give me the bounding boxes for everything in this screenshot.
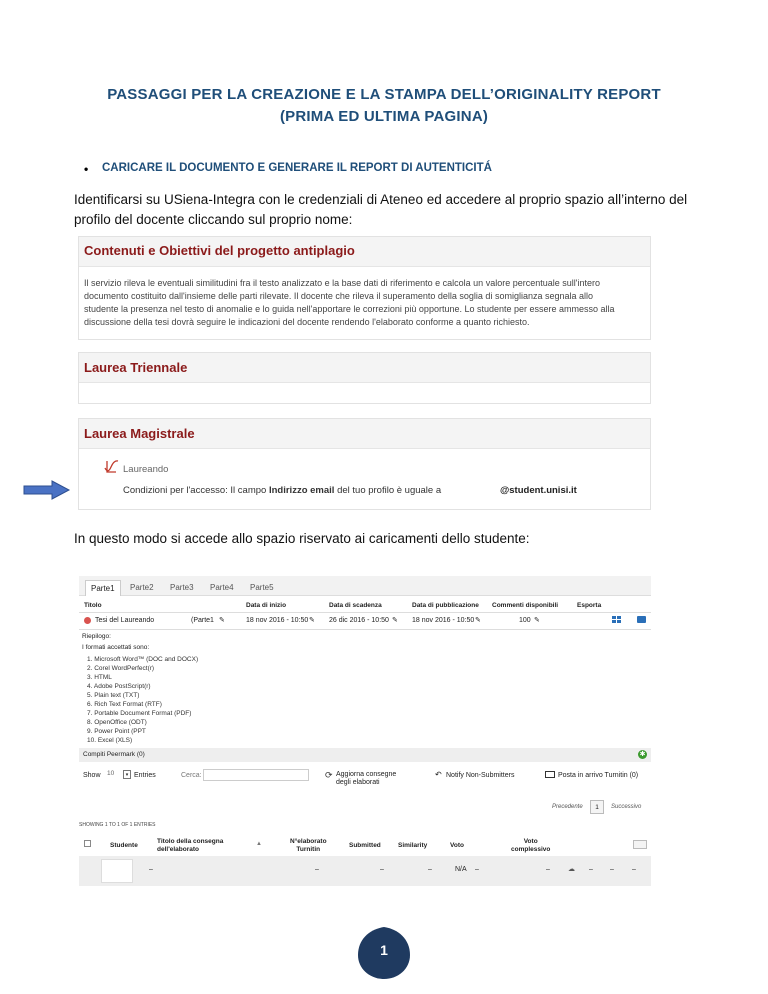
- laureando-icon: [103, 459, 121, 480]
- col-voto-line-1[interactable]: Voto: [523, 838, 538, 845]
- second-paragraph: In questo modo si accede allo spazio riservato ai caricamenti dello studente:: [74, 531, 530, 546]
- row-submitted: –: [380, 866, 384, 873]
- tab-parte1[interactable]: Parte1: [85, 580, 121, 596]
- document-title: [0, 84, 768, 128]
- col-numero-elaborato[interactable]: [290, 838, 327, 854]
- search-input[interactable]: [203, 769, 309, 781]
- entries-label: Entries: [134, 772, 156, 779]
- access-condition: [123, 485, 441, 496]
- bulk-action-button[interactable]: [633, 840, 647, 849]
- show-value[interactable]: 10: [107, 770, 115, 777]
- format-item: 3. HTML: [87, 674, 112, 681]
- col-commenti: Commenti disponibili: [492, 602, 559, 609]
- intro-paragraph: [74, 190, 694, 230]
- notify-button[interactable]: Notify Non-Submitters: [446, 772, 515, 779]
- showing-entries: SHOWING 1 TO 1 OF 1 ENTRIES: [79, 822, 156, 828]
- panel-magistrale-title[interactable]: Laurea Magistrale: [79, 419, 650, 449]
- condition-field: Indirizzo email: [268, 485, 335, 496]
- col-similarity[interactable]: Similarity: [398, 842, 428, 849]
- format-item: 7. Portable Document Format (PDF): [87, 710, 192, 717]
- sort-icon[interactable]: ▲: [256, 841, 262, 847]
- col-voto-line-2[interactable]: complessivo: [511, 846, 551, 853]
- section-bullet: [84, 162, 492, 176]
- laureando-link[interactable]: Laureando: [123, 464, 169, 475]
- export-grid-icon[interactable]: [612, 616, 621, 624]
- row-dash: –: [632, 866, 636, 873]
- col-data-pubblicazione: Data di pubblicazione: [412, 602, 479, 609]
- col-titolo-line-2[interactable]: dell'elaborato: [157, 846, 199, 853]
- upload-cloud-icon[interactable]: ☁: [568, 866, 575, 873]
- envelope-icon[interactable]: [545, 771, 555, 778]
- bullet-dot-icon: •: [84, 162, 89, 176]
- tab-parte5[interactable]: Parte5: [250, 583, 274, 592]
- col-voto[interactable]: Voto: [450, 842, 464, 849]
- intro-line-1: Identificarsi su USiena-Integra con le credenziali di Ateneo ed accedere al proprio spazio all’interno del: [74, 192, 688, 207]
- format-item: 6. Rich Text Format (RTF): [87, 701, 162, 708]
- col-numero-line-2[interactable]: Turnitin: [296, 846, 321, 853]
- panel-contenuti-title: Contenuti e Obiettivi del progetto antiplagio: [79, 237, 650, 267]
- due-date: 26 dic 2016 - 10:50: [329, 617, 389, 624]
- format-item: 10. Excel (XLS): [87, 737, 133, 744]
- show-dropdown-icon[interactable]: ▾: [123, 770, 131, 779]
- refresh-icon[interactable]: ⟳: [325, 770, 333, 780]
- assignment-part: (Parte1: [191, 617, 214, 624]
- format-item: 1. Microsoft Word™ (DOC and DOCX): [87, 656, 199, 663]
- publish-date: 18 nov 2016 - 10:50: [412, 617, 475, 624]
- delete-icon[interactable]: [84, 617, 91, 624]
- panel-contenuti: [78, 236, 651, 340]
- peermark-bar: [79, 748, 651, 762]
- panel-triennale-title[interactable]: Laurea Triennale: [79, 353, 650, 383]
- start-date: 18 nov 2016 - 10:50: [246, 617, 309, 624]
- row-dash: –: [610, 866, 614, 873]
- page-number: 1: [380, 942, 388, 958]
- row-overall: –: [546, 866, 550, 873]
- format-item: 8. OpenOffice (ODT): [87, 719, 147, 726]
- col-voto-complessivo[interactable]: [511, 838, 550, 854]
- student-avatar: [101, 859, 133, 883]
- show-label: Show: [83, 772, 101, 779]
- panel-line: studente la presenza nel testo di anomalie e lo guida nell'apportare le correzioni più opportune. Lo studente per essere ammesso alla: [84, 304, 615, 314]
- part-tabs: [79, 576, 651, 596]
- panel-contenuti-body: [79, 267, 650, 329]
- peermark-label[interactable]: Compiti Peermark (0): [83, 751, 145, 758]
- row-number: –: [315, 866, 319, 873]
- row-grade-dash: –: [475, 866, 479, 873]
- reply-icon[interactable]: ↶: [435, 770, 442, 779]
- comments-count: 100: [519, 617, 531, 624]
- panel-line: documento costituito dall'insieme delle parti rilevate. Il docente che rileva il superamento della soglia di somiglianza segnala allo: [84, 291, 594, 301]
- edit-pencil-icon[interactable]: ✎: [392, 617, 398, 624]
- col-esporta: Esporta: [577, 602, 602, 609]
- format-item: 9. Power Point (PPT: [87, 728, 146, 735]
- pointer-arrow-icon: [22, 480, 72, 505]
- table-row: [79, 856, 651, 886]
- col-titolo-line-1[interactable]: Titolo della consegna: [157, 838, 224, 845]
- row-similarity: –: [428, 866, 432, 873]
- assignment-title: Tesi del Laureando: [95, 617, 155, 624]
- col-titolo-consegna[interactable]: [157, 838, 223, 854]
- add-gear-icon[interactable]: ✱: [639, 751, 646, 758]
- tab-parte2[interactable]: Parte2: [130, 583, 154, 592]
- prev-button[interactable]: Precedente: [552, 804, 583, 810]
- page-button[interactable]: 1: [590, 800, 604, 814]
- panel-line: discussione della tesi dovrà seguire le indicazioni del docente rendendo l'elaborato conforme a quanto richiesto.: [84, 317, 530, 327]
- format-item: 5. Plain text (TXT): [87, 692, 140, 699]
- select-all-checkbox[interactable]: [84, 840, 91, 847]
- email-domain: @student.unisi.it: [500, 485, 577, 496]
- col-data-scadenza: Data di scadenza: [329, 602, 382, 609]
- condition-prefix: Condizioni per l'accesso: Il campo: [123, 485, 269, 496]
- col-data-inizio: Data di inizio: [246, 602, 287, 609]
- refresh-line-2[interactable]: degli elaborati: [336, 779, 380, 786]
- col-studente[interactable]: Studente: [110, 842, 138, 849]
- col-numero-line-1[interactable]: N°elaborato: [290, 838, 327, 845]
- next-button[interactable]: Successivo: [611, 804, 642, 810]
- format-item: 2. Corel WordPerfect(r): [87, 665, 155, 672]
- tab-parte3[interactable]: Parte3: [170, 583, 194, 592]
- panel-laurea-magistrale[interactable]: [78, 418, 651, 510]
- assignment-screenshot: [79, 576, 651, 891]
- page-number-badge: [356, 925, 412, 981]
- col-titolo: Titolo: [84, 602, 102, 609]
- condition-suffix: del tuo profilo è uguale a: [334, 485, 442, 496]
- title-line-2: (PRIMA ED ULTIMA PAGINA): [279, 108, 489, 125]
- panel-line: Il servizio rileva le eventuali similitudini fra il testo analizzato e la base dati di riferimento e calcola un valore percentuale sull'intero: [84, 278, 600, 288]
- refresh-line-1[interactable]: Aggiorna consegne: [336, 771, 397, 778]
- intro-line-2: profilo del docente cliccando sul proprio nome:: [74, 212, 353, 227]
- col-submitted[interactable]: Submitted: [349, 842, 381, 849]
- search-label: Cerca:: [181, 772, 202, 779]
- edit-pencil-icon[interactable]: ✎: [534, 617, 540, 624]
- format-item: 4. Adobe PostScript(r): [87, 683, 151, 690]
- row-title: –: [149, 866, 153, 873]
- inbox-button[interactable]: Posta in arrivo Turnitin (0): [558, 772, 639, 779]
- edit-pencil-icon[interactable]: ✎: [475, 617, 481, 624]
- row-dash: –: [589, 866, 593, 873]
- summary-label: Riepilogo:: [82, 633, 111, 640]
- bullet-text: CARICARE IL DOCUMENTO E GENERARE IL REPORT DI AUTENTICITÁ: [102, 162, 492, 174]
- mail-icon[interactable]: [637, 616, 646, 623]
- edit-pencil-icon[interactable]: ✎: [309, 617, 315, 624]
- formats-label: I formati accettati sono:: [82, 644, 150, 651]
- refresh-button[interactable]: [336, 771, 396, 787]
- edit-pencil-icon[interactable]: ✎: [219, 617, 225, 624]
- tab-parte4[interactable]: Parte4: [210, 583, 234, 592]
- title-line-1: PASSAGGI PER LA CREAZIONE E LA STAMPA DELL’ORIGINALITY REPORT: [107, 86, 661, 103]
- row-grade: N/A: [455, 866, 467, 873]
- panel-laurea-triennale[interactable]: [78, 352, 651, 404]
